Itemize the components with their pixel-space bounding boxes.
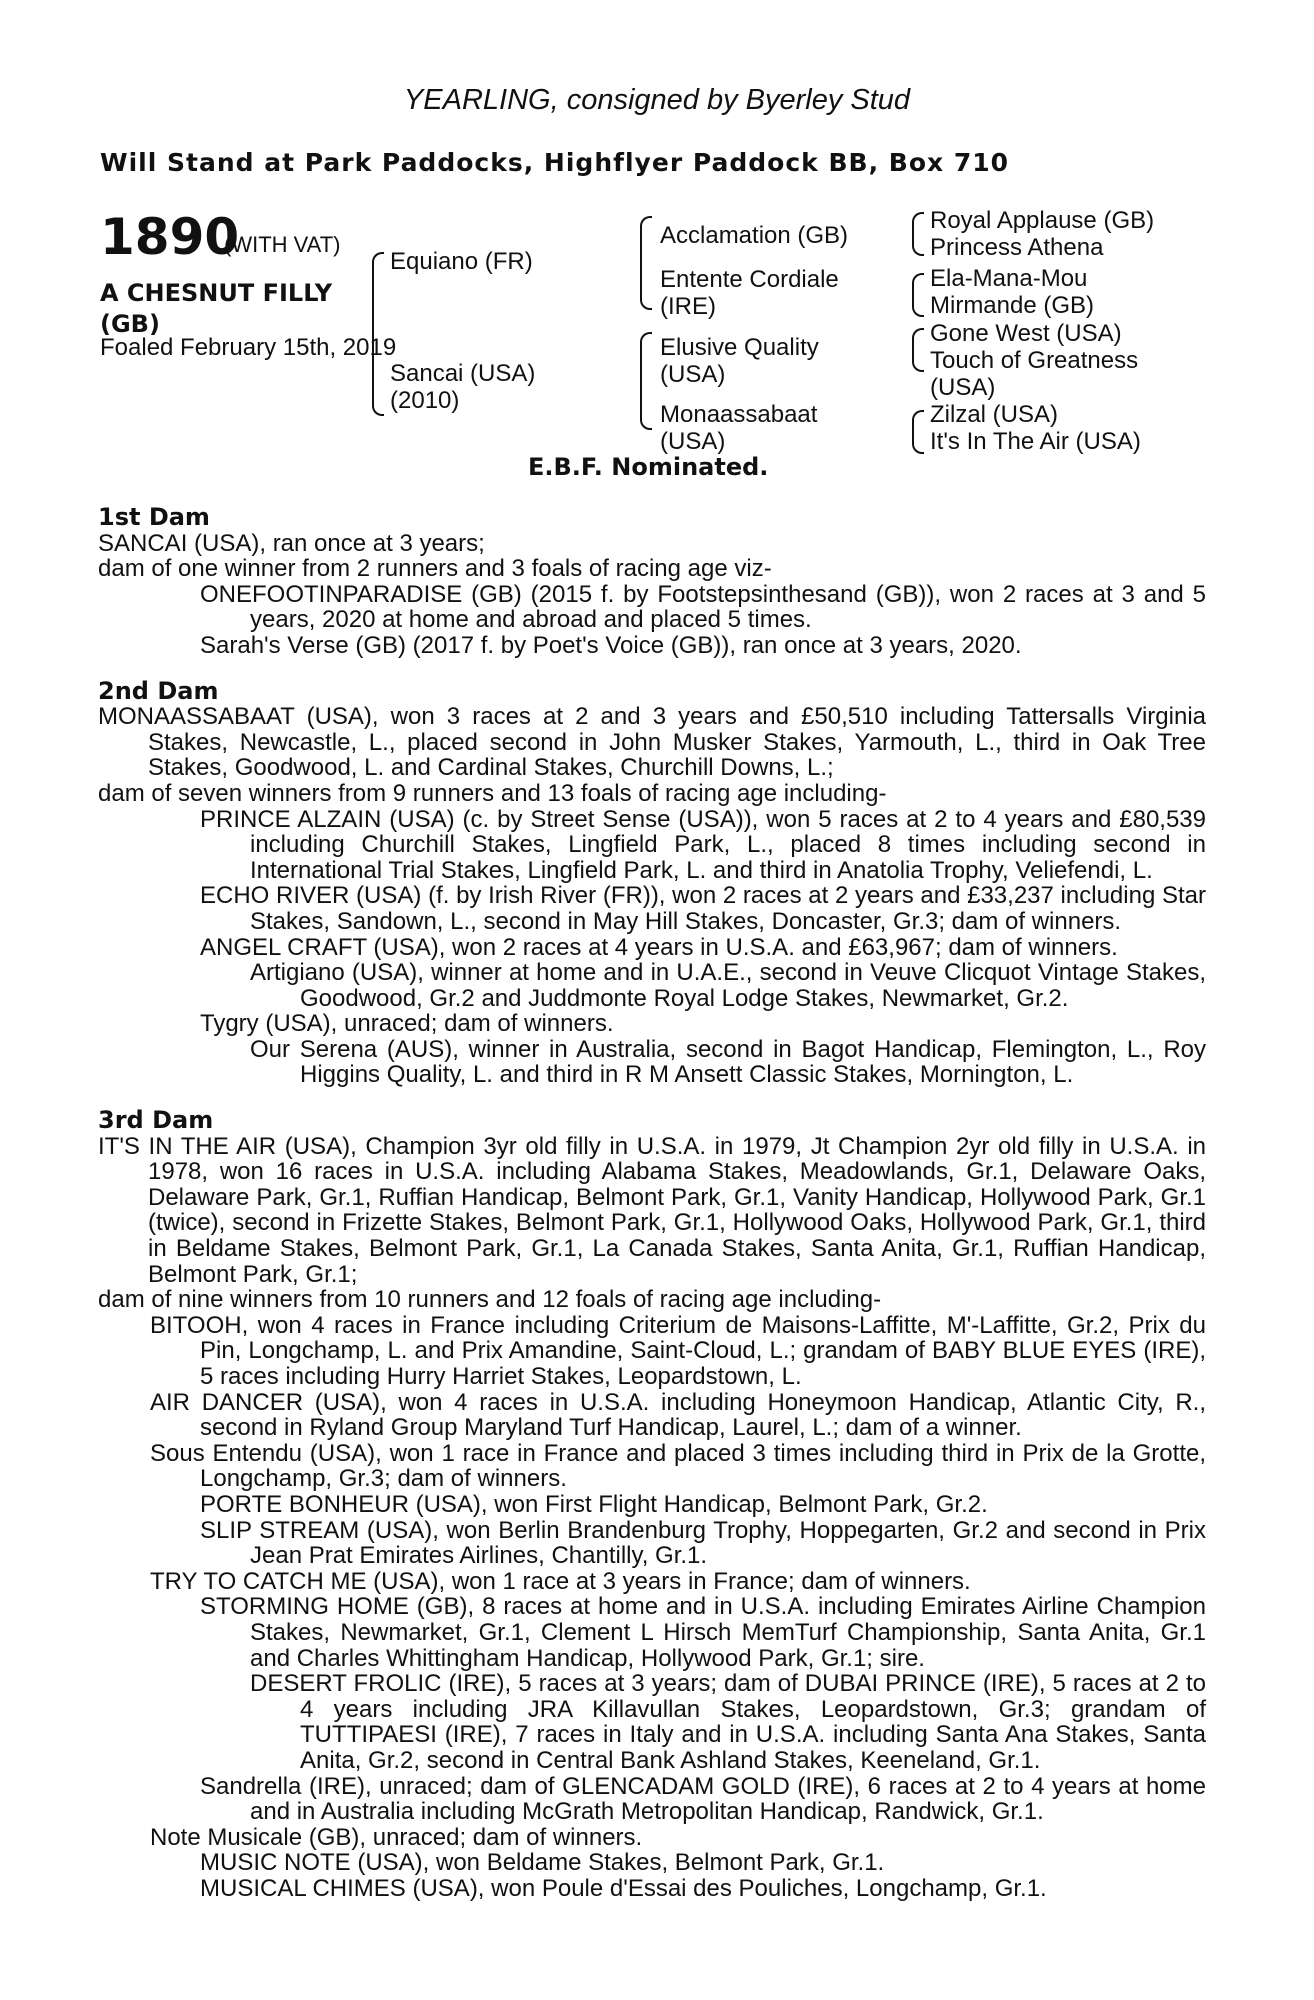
ebf-nominated: E.B.F. Nominated.	[528, 453, 769, 481]
first-dam-line: SANCAI (USA), ran once at 3 years;	[98, 529, 485, 557]
third-dam-line: AIR DANCER (USA), won 4 races in U.S.A. including Honeymoon Handicap, Atlantic City, R., second in Ryland Group Maryland Turf Handicap, Laurel, L.; dam of a winner.	[150, 1388, 1206, 1442]
catalogue-body	[98, 505, 1206, 1901]
first-dam-line: ONEFOOTINPARADISE (GB) (2015 f. by Footstepsinthesand (GB)), won 2 races at 3 and 5 years, 2020 at home and abroad and placed 5 times.	[200, 580, 1206, 634]
third-dam-line: DESERT FROLIC (IRE), 5 races at 3 years; dam of DUBAI PRINCE (IRE), 5 races at 2 to 4 years including JRA Killavullan Stakes, Leopardstown, Gr.3; grandam of TUTTIPAESI (IRE), 7 races in Italy and in U.S.A. including Santa Ana Stakes, Santa Anita, Gr.2, second in Central Bank Ashland Stakes, Keeneland, Gr.1.	[250, 1670, 1206, 1774]
second-dam-line: ECHO RIVER (USA) (f. by Irish River (FR)), won 2 races at 2 years and £33,237 including Star Stakes, Sandown, L., second in May Hill Stakes, Doncaster, Gr.3; dam of winners.	[200, 882, 1206, 935]
pedigree-g3: Ela-Mana-Mou	[930, 265, 1088, 292]
second-dam-line: Artigiano (USA), winner at home and in U.A.E., second in Veuve Clicquot Vintage Stakes, Goodwood, Gr.2 and Juddmonte Royal Lodge Stakes, Newmarket, Gr.2.	[250, 959, 1206, 1012]
second-dam-line: Tygry (USA), unraced; dam of winners.	[200, 1010, 614, 1038]
pedigree-sire-sire: Acclamation (GB)	[660, 222, 849, 249]
pedigree-dam-sire: Elusive Quality (USA)	[660, 334, 819, 388]
stand-location: Will Stand at Park Paddocks, Highflyer Paddock BB, Box 710	[100, 148, 1010, 177]
lot-description: A CHESNUT FILLY (GB)	[100, 279, 333, 338]
third-dam-line: Sandrella (IRE), unraced; dam of GLENCADAM GOLD (IRE), 6 races at 2 to 4 years at home and in Australia including McGrath Metropolitan Handicap, Randwick, Gr.1.	[200, 1772, 1206, 1826]
vat-label: (WITH VAT)	[224, 232, 341, 257]
g-bracket-3	[912, 328, 924, 372]
sire-parents-bracket	[640, 216, 652, 310]
pedigree-sire: Equiano (FR)	[390, 248, 533, 275]
third-dam-line: STORMING HOME (GB), 8 races at home and in U.S.A. including Emirates Airline Champion Stakes, Newmarket, Gr.1, Clement L Hirsch MemTurf Championship, Santa Anita, Gr.1 and Charles Whittingham Handicap, Hollywood Park, Gr.1; sire.	[200, 1593, 1206, 1672]
pedigree-g1: Royal Applause (GB)	[930, 207, 1155, 234]
second-dam-line: dam of seven winners from 9 runners and 13 foals of racing age including-	[98, 779, 887, 807]
pedigree-g6: Touch of Greatness (USA)	[930, 347, 1139, 401]
third-dam-line: TRY TO CATCH ME (USA), won 1 race at 3 years in France; dam of winners.	[150, 1567, 971, 1595]
consignment-heading: YEARLING, consigned by Byerley Stud	[403, 84, 911, 116]
third-dam-line: PORTE BONHEUR (USA), won First Flight Handicap, Belmont Park, Gr.2.	[200, 1490, 988, 1518]
second-dam-line: PRINCE ALZAIN (USA) (c. by Street Sense (USA)), won 5 races at 2 to 4 years and £80,539 including Churchill Stakes, Lingfield Park, L., placed 8 times including second in International Trial Stakes, Lingfield Park, L. and third in Anatolia Trophy, Veliefendi, L.	[200, 805, 1206, 884]
second-dam-title: 2nd Dam	[98, 676, 219, 705]
dam-parents-bracket	[640, 332, 652, 430]
third-dam-line: dam of nine winners from 10 runners and 12 foals of racing age including-	[98, 1286, 882, 1314]
third-dam-line: Note Musicale (GB), unraced; dam of winners.	[150, 1823, 643, 1851]
g-bracket-4	[912, 410, 924, 454]
third-dam-line: MUSICAL CHIMES (USA), won Poule d'Essai des Pouliches, Longchamp, Gr.1.	[200, 1874, 1047, 1902]
third-dam-line: MUSIC NOTE (USA), won Beldame Stakes, Belmont Park, Gr.1.	[200, 1849, 885, 1877]
pedigree-dam: Sancai (USA) (2010)	[390, 360, 536, 414]
pedigree-g4: Mirmande (GB)	[930, 292, 1095, 319]
g-bracket-2	[912, 273, 924, 317]
second-dam-line: Our Serena (AUS), winner in Australia, second in Bagot Handicap, Flemington, L., Roy Higgins Quality, L. and third in R M Ansett Classic Stakes, Mornington, L.	[250, 1035, 1206, 1089]
first-dam-line: dam of one winner from 2 runners and 3 foals of racing age viz-	[98, 555, 772, 583]
third-dam-line: Sous Entendu (USA), won 1 race in France and placed 3 times including third in Prix de la Grotte, Longchamp, Gr.3; dam of winners.	[150, 1439, 1206, 1493]
pedigree-g5: Gone West (USA)	[930, 320, 1122, 347]
third-dam-title: 3rd Dam	[98, 1106, 214, 1135]
second-dam-line: ANGEL CRAFT (USA), won 2 races at 4 years in U.S.A. and £63,967; dam of winners.	[200, 933, 1118, 961]
foaled-date: Foaled February 15th, 2019	[100, 334, 397, 361]
pedigree-g7: Zilzal (USA)	[930, 401, 1059, 428]
first-dam-line: Sarah's Verse (GB) (2017 f. by Poet's Voice (GB)), ran once at 3 years, 2020.	[200, 631, 1022, 659]
pedigree-g8: It's In The Air (USA)	[930, 428, 1141, 455]
second-dam-line: MONAASSABAAT (USA), won 3 races at 2 and 3 years and £50,510 including Tattersalls Virginia Stakes, Newcastle, L., placed second in John Musker Stakes, Yarmouth, L., third in Oak Tree Stakes, Goodwood, L. and Cardinal Stakes, Churchill Downs, L.;	[98, 703, 1206, 782]
first-dam-title: 1st Dam	[98, 503, 210, 531]
lot-number: 1890	[100, 208, 240, 266]
third-dam-line: IT'S IN THE AIR (USA), Champion 3yr old filly in U.S.A. in 1979, Jt Champion 2yr old filly in U.S.A. in 1978, won 16 races in U.S.A. including Alabama Stakes, Meadowlands, Gr.1, Delaware Oaks, Delaware Park, Gr.1, Ruffian Handicap, Belmont Park, Gr.1, Vanity Handicap, Hollywood Park, Gr.1 (twice), second in Frizette Stakes, Belmont Park, Gr.1, Hollywood Oaks, Hollywood Park, Gr.1, third in Beldame Stakes, Belmont Park, Gr.1, La Canada Stakes, Santa Anita, Gr.1, Ruffian Handicap, Belmont Park, Gr.1;	[98, 1132, 1206, 1288]
third-dam-line: BITOOH, won 4 races in France including Criterium de Maisons-Laffitte, M'-Laffitte, Gr.2, Prix du Pin, Longchamp, L. and Prix Amandine, Saint-Cloud, L.; grandam of BABY BLUE EYES (IRE), 5 races including Hurry Harriet Stakes, Leopardstown, L.	[150, 1311, 1206, 1390]
pedigree-sire-dam: Entente Cordiale (IRE)	[660, 266, 839, 320]
pedigree-g2: Princess Athena	[930, 234, 1104, 261]
g-bracket-1	[912, 212, 924, 256]
third-dam-line: SLIP STREAM (USA), won Berlin Brandenburg Trophy, Hoppegarten, Gr.2 and second in Prix Jean Prat Emirates Airlines, Chantilly, Gr.1.	[200, 1516, 1206, 1570]
pedigree-dam-dam: Monaassabaat (USA)	[660, 401, 818, 455]
sire-dam-bracket	[372, 252, 384, 416]
